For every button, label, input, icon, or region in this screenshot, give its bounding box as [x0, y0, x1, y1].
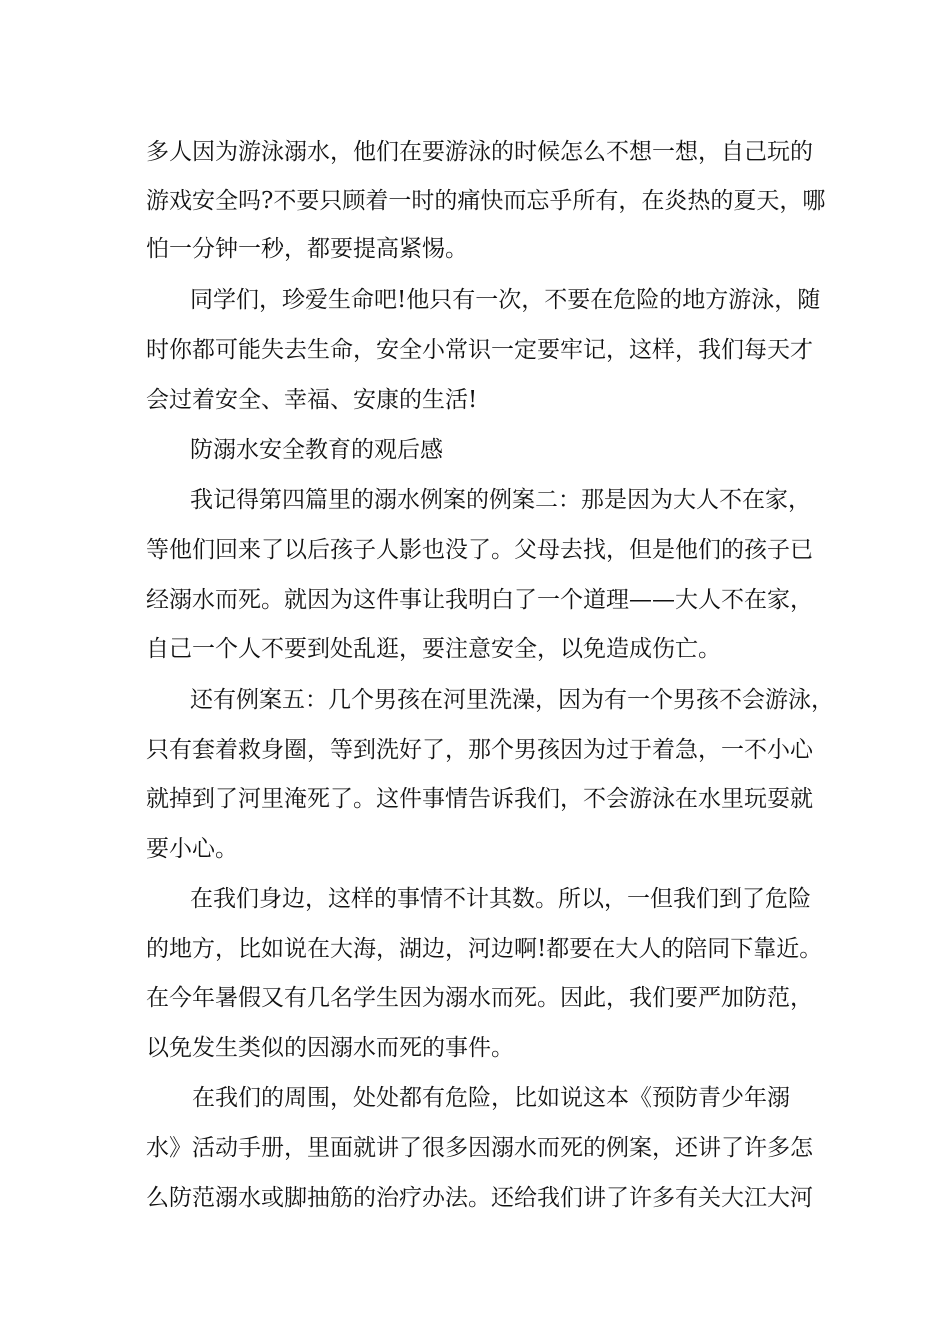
text-line: 水》活动手册，里面就讲了很多因溺水而死的例案，还讲了许多怎 [146, 1135, 813, 1161]
text-line: 在我们的周围，处处都有危险，比如说这本《预防青少年溺 [192, 1085, 790, 1111]
text-line: 的地方，比如说在大海，湖边，河边啊!都要在大人的陪同下靠近。 [146, 936, 823, 962]
text-line: 自己一个人不要到处乱逛，要注意安全，以免造成伤亡。 [146, 636, 721, 662]
text-line: 会过着安全、幸福、安康的生活! [146, 387, 478, 413]
section-heading: 防溺水安全教育的观后感 [190, 437, 443, 463]
text-line: 只有套着救身圈，等到洗好了，那个男孩因为过于着急，一不小心 [146, 737, 813, 763]
text-line: 在我们身边，这样的事情不计其数。所以，一但我们到了危险 [190, 886, 811, 912]
text-line: 同学们，珍爱生命吧!他只有一次，不要在危险的地方游泳，随 [190, 287, 821, 313]
text-line: 游戏安全吗?不要只顾着一时的痛快而忘乎所有，在炎热的夏天，哪 [146, 188, 826, 214]
text-line: 在今年暑假又有几名学生因为溺水而死。因此，我们要严加防范， [146, 985, 813, 1011]
text-line: 多人因为游泳溺水，他们在要游泳的时候怎么不想一想，自己玩的 [146, 139, 813, 165]
text-line: 要小心。 [146, 836, 238, 862]
text-line: 么防范溺水或脚抽筋的治疗办法。还给我们讲了许多有关大江大河 [146, 1185, 813, 1211]
text-line: 等他们回来了以后孩子人影也没了。父母去找，但是他们的孩子已 [146, 537, 813, 563]
text-line: 时你都可能失去生命，安全小常识一定要牢记，这样，我们每天才 [146, 337, 813, 363]
text-line: 还有例案五：几个男孩在河里洗澡，因为有一个男孩不会游泳， [190, 687, 834, 713]
text-line: 就掉到了河里淹死了。这件事情告诉我们，不会游泳在水里玩耍就 [146, 786, 813, 812]
text-line: 怕一分钟一秒，都要提高紧惕。 [146, 236, 468, 262]
text-line: 以免发生类似的因溺水而死的事件。 [146, 1035, 514, 1061]
text-line: 经溺水而死。就因为这件事让我明白了一个道理——大人不在家， [146, 587, 813, 613]
text-line: 我记得第四篇里的溺水例案的例案二：那是因为大人不在家， [190, 487, 811, 513]
